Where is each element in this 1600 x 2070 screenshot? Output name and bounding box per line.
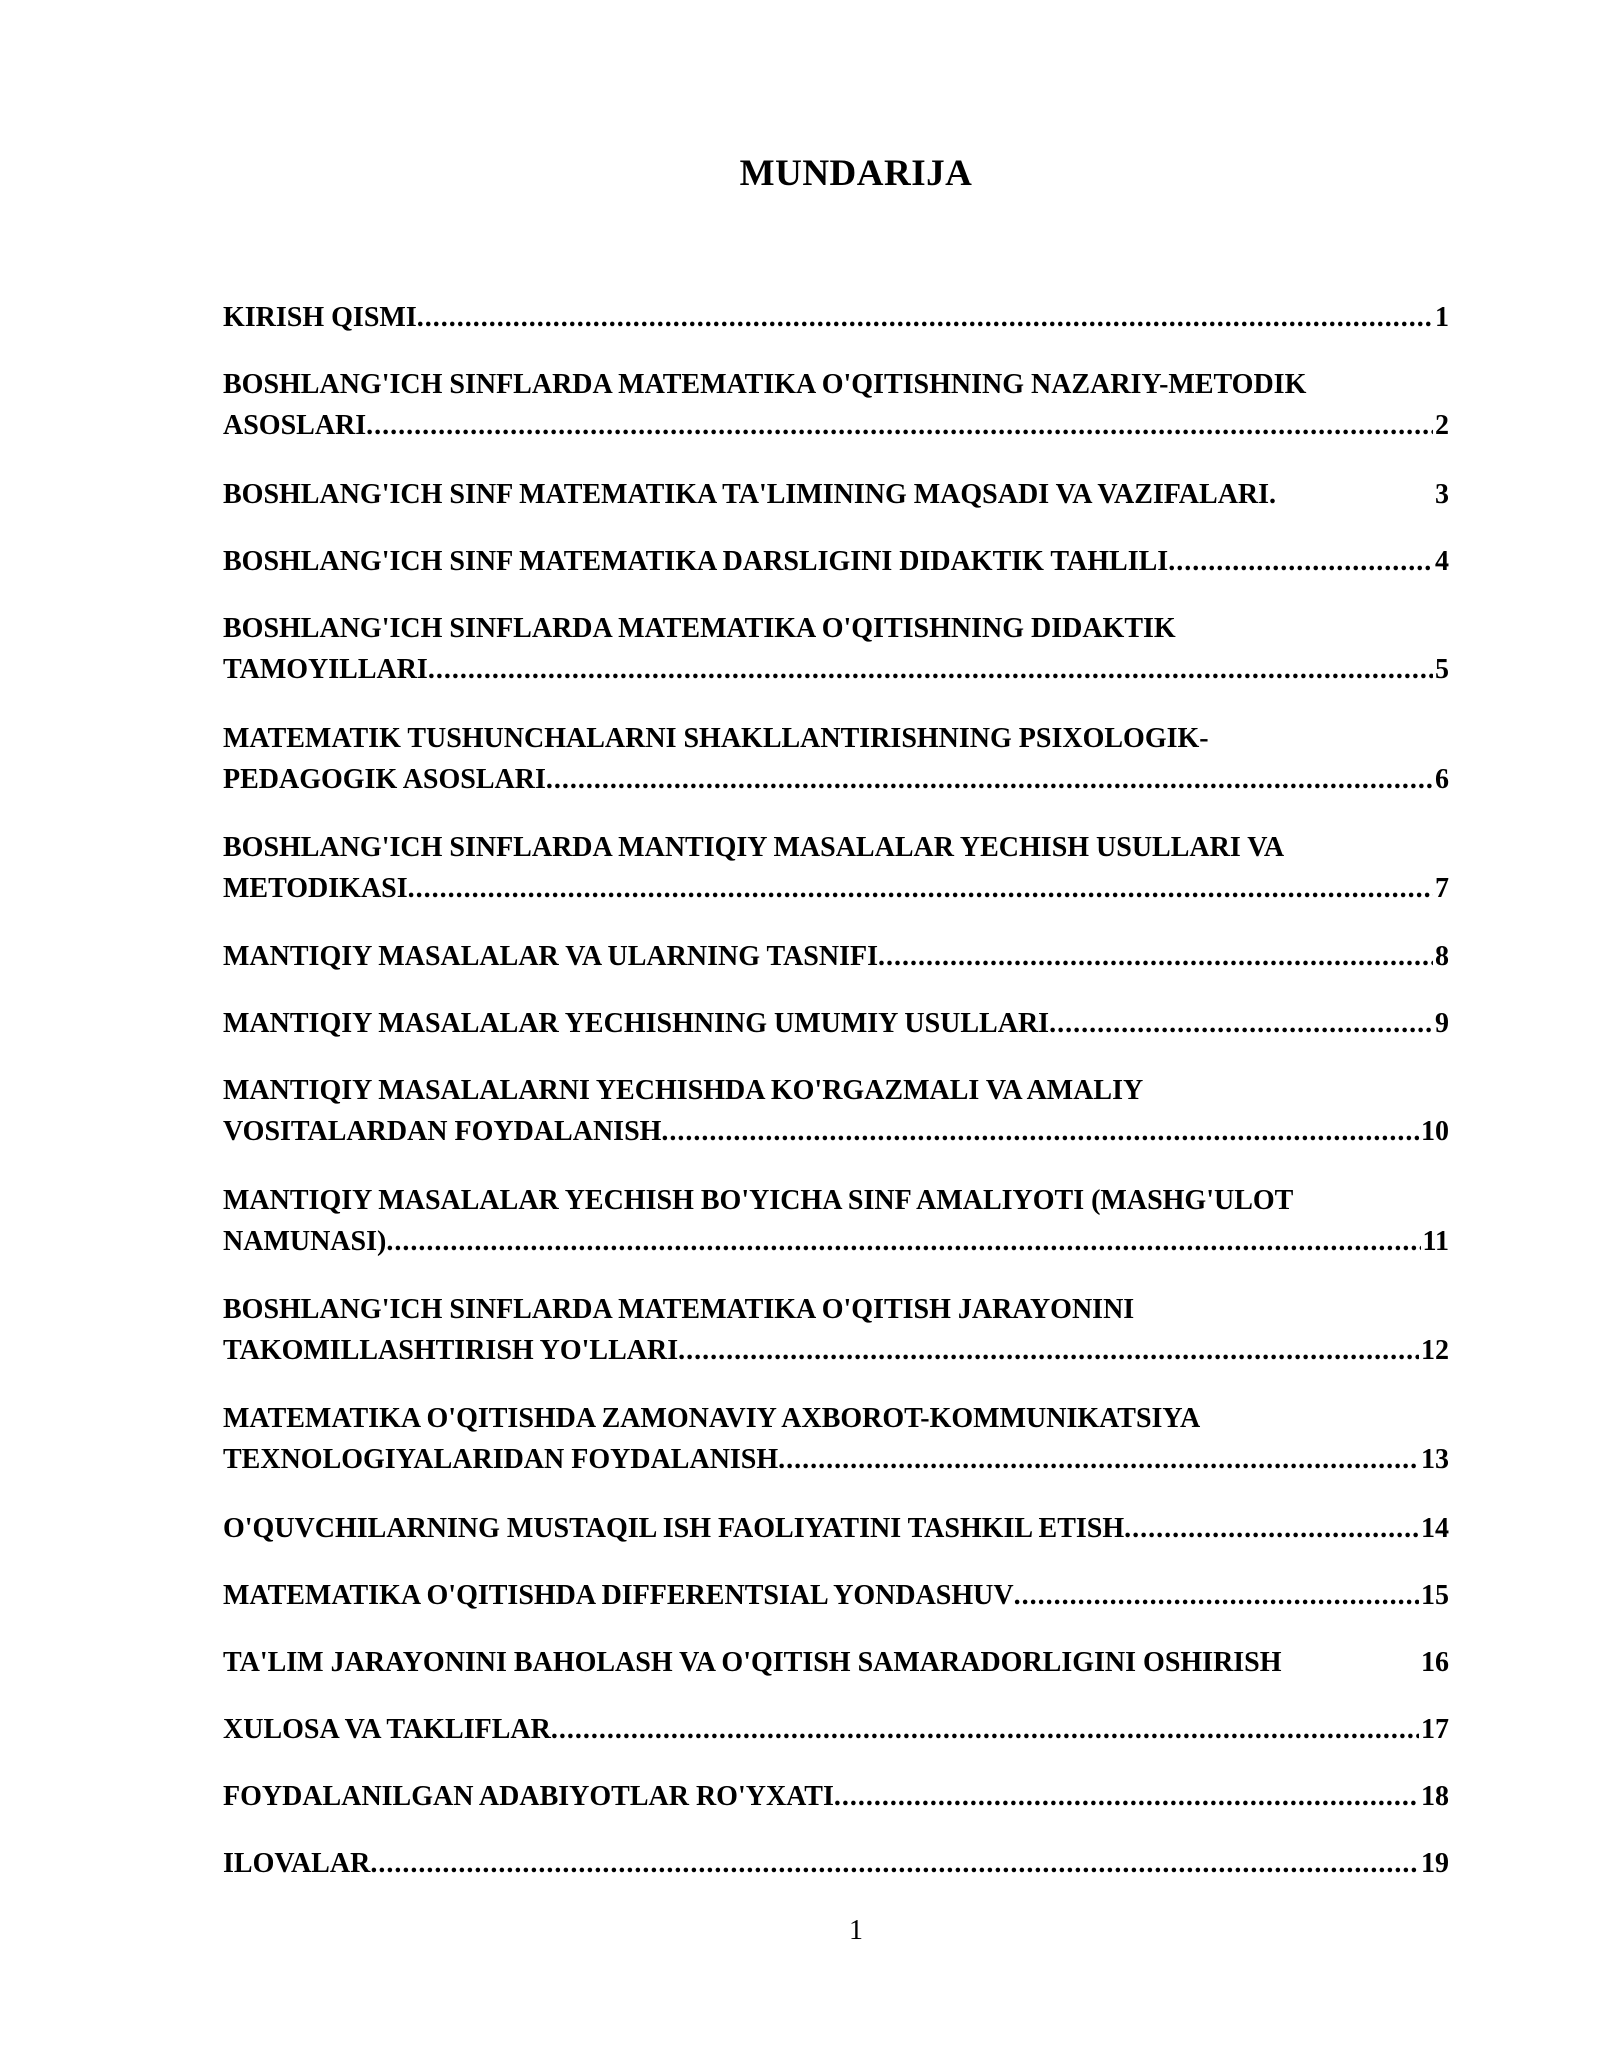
toc-leader-dots: [1014, 1575, 1419, 1616]
toc-entry-title-line: BOSHLANG'ICH SINF MATEMATIKA DARSLIGINI DIDAKTIK TAHLILI: [223, 546, 1169, 577]
toc-entry-page-number: 9: [1435, 1008, 1449, 1039]
toc-leader-dots: [878, 936, 1433, 977]
toc-entry[interactable]: [223, 827, 1449, 909]
toc-entry-page-number: 4: [1435, 546, 1449, 577]
toc-entry-title-line: O'QUVCHILARNING MUSTAQIL ISH FAOLIYATINI TASHKIL ETISH: [223, 1513, 1125, 1544]
toc-entry[interactable]: [223, 1776, 1449, 1817]
toc-entry-page-number: 12: [1421, 1335, 1449, 1366]
toc-entry-title-line: TAMOYILLARI: [223, 654, 428, 685]
toc-leader-dots: [1049, 1003, 1433, 1044]
toc-leader-dots: [551, 1709, 1419, 1750]
toc-entry-page-number: 5: [1435, 654, 1449, 685]
toc-entry-title-line: BOSHLANG'ICH SINFLARDA MATEMATIKA O'QITISHNING NAZARIY-METODIK: [223, 369, 1307, 400]
toc-entry-title-line: NAMUNASI): [223, 1226, 387, 1257]
toc-entry-page-number: 3: [1435, 479, 1449, 510]
toc-entry-page-number: 17: [1421, 1714, 1449, 1745]
toc-entry-title-line: TA'LIM JARAYONINI BAHOLASH VA O'QITISH SAMARADORLIGINI OSHIRISH: [223, 1647, 1282, 1678]
toc-leader-dots: [417, 297, 1433, 338]
toc-entry-title-line: MANTIQIY MASALALARNI YECHISHDA KO'RGAZMALI VA AMALIY: [223, 1075, 1144, 1106]
toc-entry-page-number: 16: [1421, 1647, 1449, 1678]
toc-entry-title-line: XULOSA VA TAKLIFLAR: [223, 1714, 551, 1745]
toc-entry-title-line: MATEMATIK TUSHUNCHALARNI SHAKLLANTIRISHNING PSIXOLOGIK-: [223, 723, 1209, 754]
toc-entry-title-line: ASOSLARI: [223, 410, 367, 441]
toc-entry[interactable]: [223, 1508, 1449, 1549]
toc-entry-page-number: 6: [1435, 764, 1449, 795]
toc-entry[interactable]: [223, 1289, 1449, 1371]
toc-entry[interactable]: [223, 297, 1449, 338]
toc-entry-title-line: BOSHLANG'ICH SINFLARDA MATEMATIKA O'QITISH JARAYONINI: [223, 1294, 1135, 1325]
toc-entry-page-number: 14: [1421, 1513, 1449, 1544]
toc-leader-dots: [1168, 541, 1433, 582]
page-number: 1: [849, 1915, 863, 1946]
toc-entry-title-line: BOSHLANG'ICH SINFLARDA MANTIQIY MASALALAR YECHISH USULLARI VA: [223, 832, 1285, 863]
toc-entry-title-line: KIRISH QISMI: [223, 302, 417, 333]
toc-entry[interactable]: [223, 1003, 1449, 1044]
toc-entry-title-line: TAKOMILLASHTIRISH YO'LLARI: [223, 1335, 679, 1366]
toc-entry-page-number: 2: [1435, 410, 1449, 441]
toc-entry-title-line: METODIKASI: [223, 873, 408, 904]
toc-entry[interactable]: [223, 718, 1449, 800]
toc-entry[interactable]: [223, 1070, 1449, 1152]
toc-entry-title-line: MATEMATIKA O'QITISHDA ZAMONAVIY AXBOROT-KOMMUNIKATSIYA: [223, 1403, 1201, 1434]
toc-leader-dots: [546, 759, 1433, 800]
page-title: MUNDARIJA: [739, 153, 973, 194]
toc-leader-dots: [678, 1330, 1419, 1371]
toc-leader-dots: [661, 1111, 1419, 1152]
toc-entry[interactable]: [223, 608, 1449, 690]
toc-entry[interactable]: [223, 1180, 1449, 1262]
toc-entry-page-number: 19: [1421, 1848, 1449, 1879]
toc-entry-title-line: ILOVALAR: [223, 1848, 371, 1879]
toc-entry-title-line: MANTIQIY MASALALAR VA ULARNING TASNIFI: [223, 941, 878, 972]
toc-leader-dots: [366, 405, 1433, 446]
toc-entry-page-number: 18: [1421, 1781, 1449, 1812]
toc-entry-page-number: 8: [1435, 941, 1449, 972]
toc-entry-page-number: 11: [1422, 1226, 1449, 1257]
toc-leader-dots: [1124, 1508, 1419, 1549]
toc-entry-page-number: 10: [1421, 1116, 1449, 1147]
toc-entry-page-number: 1: [1435, 302, 1449, 333]
toc-leader-dots: [428, 649, 1433, 690]
toc-entry-page-number: 7: [1435, 873, 1449, 904]
toc-entry-title-line: MATEMATIKA O'QITISHDA DIFFERENTSIAL YONDASHUV: [223, 1580, 1014, 1611]
toc-entry-page-number: 15: [1421, 1580, 1449, 1611]
toc-entry-title-line: BOSHLANG'ICH SINFLARDA MATEMATIKA O'QITISHNING DIDAKTIK: [223, 613, 1176, 644]
toc-leader-dots: [408, 868, 1433, 909]
toc-entry-title-line: PEDAGOGIK ASOSLARI: [223, 764, 546, 795]
toc-entry-title-line: MANTIQIY MASALALAR YECHISH BO'YICHA SINF AMALIYOTI (MASHG'ULOT: [223, 1185, 1294, 1216]
toc-entry[interactable]: [223, 541, 1449, 582]
toc-leader-dots: [834, 1776, 1419, 1817]
toc-entry-title-line: MANTIQIY MASALALAR YECHISHNING UMUMIY USULLARI: [223, 1008, 1050, 1039]
toc-entry-title-line: TEXNOLOGIYALARIDAN FOYDALANISH: [223, 1444, 779, 1475]
toc-leader-dots: [370, 1843, 1419, 1884]
toc-entry[interactable]: [223, 474, 1449, 515]
toc-entry-title-line: FOYDALANILGAN ADABIYOTLAR RO'YXATI: [223, 1781, 834, 1812]
toc-entry[interactable]: [223, 1575, 1449, 1616]
toc-entry-title-line: BOSHLANG'ICH SINF MATEMATIKA TA'LIMINING MAQSADI VA VAZIFALARI.: [223, 479, 1277, 510]
toc-entry-page-number: 13: [1421, 1444, 1449, 1475]
toc-leader-dots: [778, 1439, 1419, 1480]
toc-entry[interactable]: [223, 1398, 1449, 1480]
toc-entry[interactable]: [223, 1709, 1449, 1750]
toc-entry[interactable]: [223, 1642, 1449, 1683]
toc-entry[interactable]: [223, 1843, 1449, 1884]
toc-entry[interactable]: [223, 364, 1449, 446]
toc-leader-dots: [386, 1221, 1420, 1262]
toc-entry[interactable]: [223, 936, 1449, 977]
toc-entry-title-line: VOSITALARDAN FOYDALANISH: [223, 1116, 662, 1147]
